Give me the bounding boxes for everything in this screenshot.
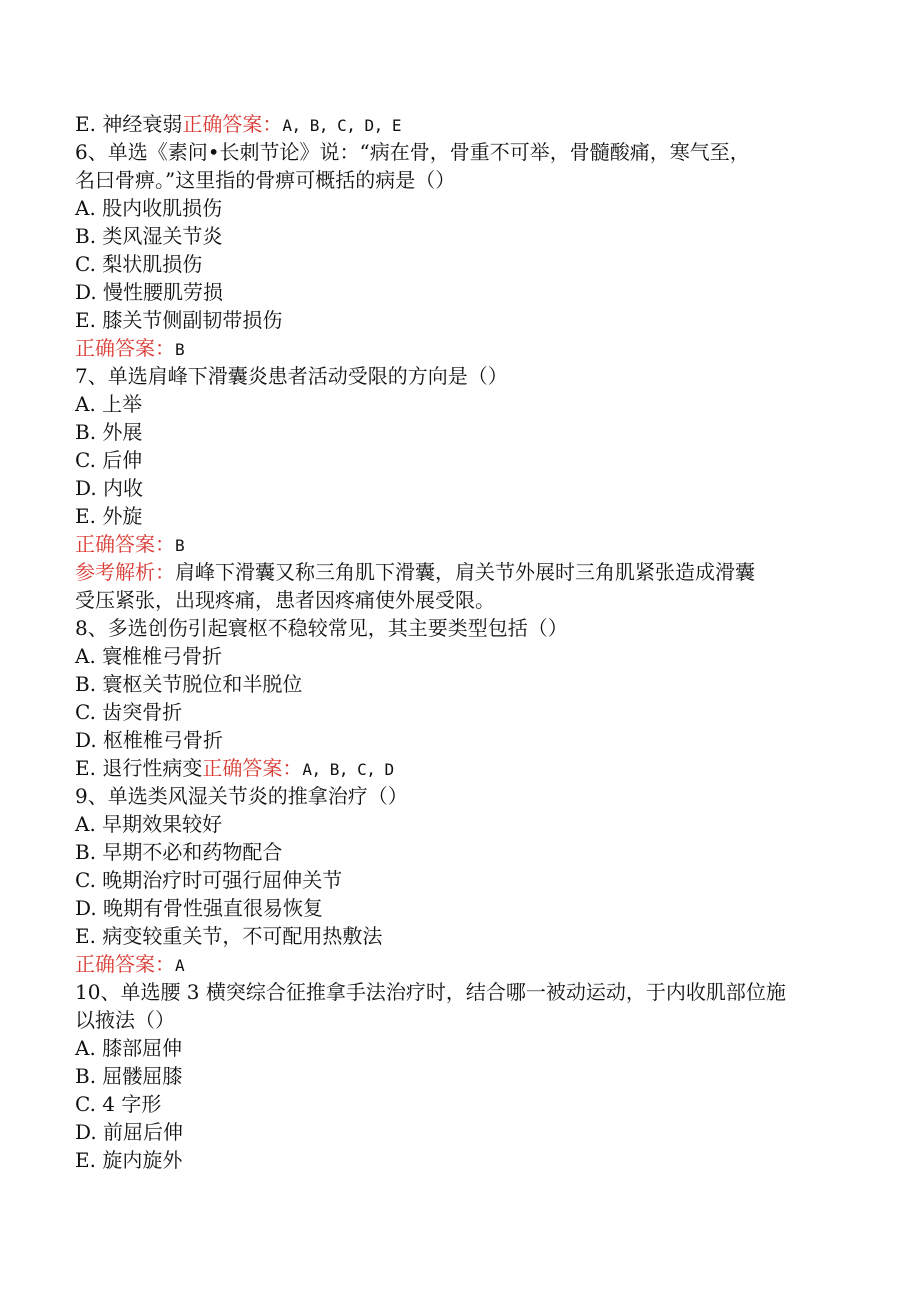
option-a: A. 股内收肌损伤: [75, 196, 223, 220]
explanation-line1: [75, 558, 845, 586]
option-text: E. 神经衰弱: [75, 112, 183, 136]
answer-label: 正确答案：: [75, 336, 175, 360]
option-b: B. 寰枢关节脱位和半脱位: [75, 672, 303, 696]
option-a: A. 上举: [75, 392, 143, 416]
answer-label: 正确答案：: [75, 532, 175, 556]
question-10-stem-line1: 10、单选腰 3 横突综合征推拿手法治疗时，结合哪一被动运动，于内收肌部位施: [75, 980, 786, 1004]
answer-value: A, B, C, D: [302, 760, 394, 779]
answer-label: 正确答案：: [75, 952, 175, 976]
option-d: D. 枢椎椎弓骨折: [75, 728, 224, 752]
option-e: [75, 754, 845, 782]
option-e: E. 膝关节侧副韧带损伤: [75, 308, 283, 332]
question-9-stem: 9、单选类风湿关节炎的推拿治疗（）: [75, 784, 408, 808]
answer-line: [75, 334, 845, 362]
option-a: A. 早期效果较好: [75, 812, 223, 836]
option-e: E. 旋内旋外: [75, 1148, 183, 1172]
answer-value: B: [175, 536, 185, 555]
answer-value: A, B, C, D, E: [282, 116, 402, 135]
answer-label: 正确答案：: [202, 756, 303, 780]
option-e: E. 外旋: [75, 504, 143, 528]
answer-line: [75, 950, 845, 978]
option-c: C. 齿突骨折: [75, 700, 183, 724]
option-d: D. 晚期有骨性强直很易恢复: [75, 896, 324, 920]
answer-value: B: [175, 340, 185, 359]
option-d: D. 慢性腰肌劳损: [75, 280, 224, 304]
option-e-q5: [75, 110, 845, 138]
option-d: D. 前屈后伸: [75, 1120, 184, 1144]
explanation-line2: 受压紧张，出现疼痛，患者因疼痛使外展受限。: [75, 588, 495, 612]
question-6-stem-line2: 名曰骨痹。”这里指的骨痹可概括的病是（）: [75, 168, 456, 192]
option-b: B. 屈髅屈膝: [75, 1064, 183, 1088]
explanation-text: 肩峰下滑囊又称三角肌下滑囊，肩关节外展时三角肌紧张造成滑囊: [175, 560, 755, 584]
option-c: C. 4 字形: [75, 1092, 162, 1116]
option-d: D. 内收: [75, 476, 144, 500]
option-c: C. 梨状肌损伤: [75, 252, 203, 276]
option-c: C. 晚期治疗时可强行屈伸关节: [75, 868, 343, 892]
answer-value: A: [175, 956, 185, 975]
option-c: C. 后伸: [75, 448, 143, 472]
option-b: B. 外展: [75, 420, 143, 444]
question-6-stem-line1: 6、单选《素问•长刺节论》说：“病在骨，骨重不可举，骨髓酸痛，寒气至，: [75, 140, 750, 164]
option-a: A. 膝部屈伸: [75, 1036, 183, 1060]
explanation-label: 参考解析：: [75, 560, 175, 584]
question-content: [75, 110, 845, 1174]
option-b: B. 早期不必和药物配合: [75, 840, 283, 864]
option-text: E. 退行性病变: [75, 756, 203, 780]
option-e: E. 病变较重关节，不可配用热敷法: [75, 924, 383, 948]
question-8-stem: 8、多选创伤引起寰枢不稳较常见，其主要类型包括（）: [75, 616, 568, 640]
option-b: B. 类风湿关节炎: [75, 224, 223, 248]
answer-line: [75, 530, 845, 558]
option-a: A. 寰椎椎弓骨折: [75, 644, 223, 668]
answer-label: 正确答案：: [182, 112, 283, 136]
question-10-stem-line2: 以掖法（）: [75, 1008, 175, 1032]
question-7-stem: 7、单选肩峰下滑囊炎患者活动受限的方向是（）: [75, 364, 508, 388]
